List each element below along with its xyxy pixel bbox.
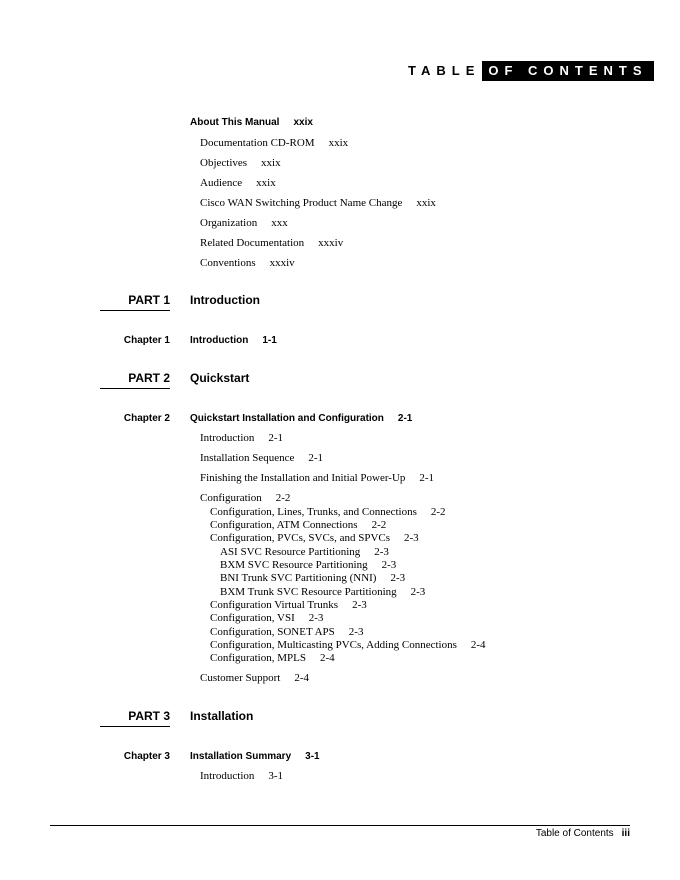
header-inverse: OF CONTENTS: [482, 61, 654, 81]
about-entry[interactable]: [190, 117, 313, 128]
chapter-1-entry[interactable]: Introduction 1-1: [190, 335, 277, 346]
toc-entry[interactable]: Introduction 2-1: [200, 432, 284, 444]
toc-entry[interactable]: Organization xxx: [200, 217, 288, 229]
toc-entry[interactable]: Finishing the Installation and Initial Power-Up 2-1: [200, 472, 435, 484]
toc-entry[interactable]: Configuration Virtual Trunks 2-3: [210, 599, 367, 611]
chapter-1-label: Chapter 1: [123, 335, 170, 346]
footer: [536, 828, 630, 839]
header-plain: TABLE: [408, 63, 481, 78]
toc-entry[interactable]: Configuration, Multicasting PVCs, Adding Connections 2-4: [210, 639, 486, 651]
toc-entry[interactable]: Configuration, Lines, Trunks, and Connections 2-2: [210, 506, 446, 518]
toc-header: [408, 61, 654, 81]
toc-entry[interactable]: Configuration 2-2: [200, 492, 291, 504]
part-1-label: PART 1: [128, 293, 170, 307]
toc-entry[interactable]: BNI Trunk SVC Partitioning (NNI) 2-3: [220, 572, 406, 584]
part-1-title[interactable]: Introduction: [190, 293, 260, 307]
toc-entry[interactable]: BXM SVC Resource Partitioning 2-3: [220, 559, 397, 571]
footer-rule: [50, 825, 630, 826]
toc-entry[interactable]: Configuration, MPLS 2-4: [210, 652, 335, 664]
toc-entry[interactable]: Documentation CD-ROM xxix: [200, 137, 349, 149]
part-3-label: PART 3: [128, 709, 170, 723]
toc-entry[interactable]: Installation Sequence 2-1: [200, 452, 324, 464]
footer-page-number: iii: [621, 828, 630, 839]
chapter-2-entry[interactable]: Quickstart Installation and Configuration 2-1: [190, 413, 413, 424]
toc-entry[interactable]: Conventions xxxiv: [200, 257, 295, 269]
part-3-rule: [100, 726, 170, 727]
part-2-title[interactable]: Quickstart: [190, 371, 250, 385]
about-title: About This Manual: [190, 117, 280, 128]
part-2-label: PART 2: [128, 371, 170, 385]
chapter-3-label: Chapter 3: [123, 751, 170, 762]
part-3-title[interactable]: Installation: [190, 709, 254, 723]
toc-entry[interactable]: Introduction 3-1: [200, 770, 284, 782]
footer-label: Table of Contents: [535, 828, 614, 839]
toc-entry[interactable]: Customer Support 2-4: [200, 672, 310, 684]
chapter-3-entry[interactable]: Installation Summary 3-1: [190, 751, 320, 762]
part-1-rule: [100, 310, 170, 311]
about-page: xxix: [293, 117, 313, 128]
toc-entry[interactable]: ASI SVC Resource Partitioning 2-3: [220, 546, 389, 558]
toc-entry[interactable]: Objectives xxix: [200, 157, 281, 169]
toc-entry[interactable]: Configuration, ATM Connections 2-2: [210, 519, 387, 531]
toc-entry[interactable]: Related Documentation xxxiv: [200, 237, 344, 249]
toc-entry[interactable]: Audience xxix: [200, 177, 276, 189]
toc-entry[interactable]: Configuration, SONET APS 2-3: [210, 626, 364, 638]
part-2-rule: [100, 388, 170, 389]
toc-entry[interactable]: Cisco WAN Switching Product Name Change xxix: [200, 197, 436, 209]
toc-entry[interactable]: Configuration, PVCs, SVCs, and SPVCs 2-3: [210, 532, 419, 544]
toc-entry[interactable]: Configuration, VSI 2-3: [210, 612, 324, 624]
chapter-2-label: Chapter 2: [123, 413, 170, 424]
toc-entry[interactable]: BXM Trunk SVC Resource Partitioning 2-3: [220, 586, 426, 598]
